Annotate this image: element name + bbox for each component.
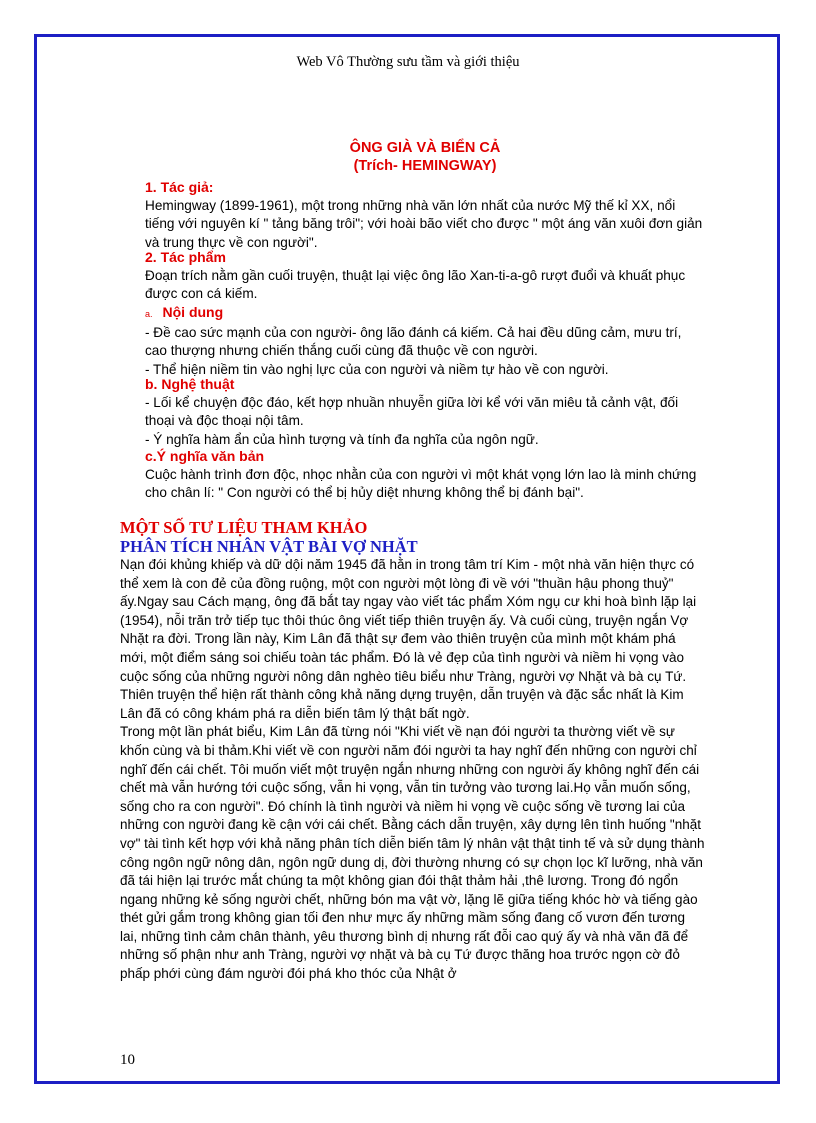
title-block bbox=[0, 139, 816, 175]
author-text: Hemingway (1899-1961), một trong những nhà văn lớn nhất của nước Mỹ thế kỉ XX, nổi tiếng với nguyên kí " tảng băng trôi"; với hoài bão viết cho được " một áng văn xuôi đơn giản và trung thực về con người". bbox=[145, 197, 703, 250]
art-heading: b. Nghệ thuật bbox=[145, 376, 235, 392]
art-line-2: - Ý nghĩa hàm ẩn của hình tượng và tính đa nghĩa của ngôn ngữ. bbox=[145, 431, 539, 447]
essay-paragraph-2: Trong một lần phát biểu, Kim Lân đã từng nói "Khi viết về nạn đói người ta thường viết về sự khốn cùng và bi thảm.Khi viết về con người năm đói người ta hay nghĩ đến những con người chỉ nghĩ đến cái chết. Tôi muốn viết một truyện ngắn nhưng những con người ấy không nghĩ đến cái chết mà vẫn hướng tới cuộc sống, vẫn hi vọng, vẫn tin tưởng vào tương lai.Họ vẫn muốn sống, sống cho ra con người". Đó chính là tình người và niềm hi vọng về cuộc sống về tương lai của những con người đang kề cận với cái chết. Bằng cách dẫn truyện, xây dựng lên tình huống "nhặt vợ" tài tình kết hợp với khả năng phân tích diễn biến tâm lý nhân vật thật tinh tế và sử dụng thành công ngôn ngữ nông dân, ngôn ngữ dung dị, đời thường nhưng có sự chọn lọc kĩ lưỡng, nhà văn đã tái hiện lại trước mắt chúng ta một không gian đói thật thảm hải ,thê lương. Trong đó ngổn ngang những kẻ sống người chết, những bón ma vật vờ, lặng lẽ giữa tiếng khóc hờ và tiếng gào thét gửi gắm trong không gian tối đen như mực ấy những mầm sống đang cố vươn đến tương lai, những tình cảm chân thành, yêu thương bình dị nhưng rất đỗi cao quý ấy và nhà văn đã để những số phận như anh Tràng, người vợ nhặt và bà cụ Tứ được thăng hoa trước ngọn cờ đỏ phấp phới cùng đám người đói phá kho thóc của Nhật ở bbox=[120, 724, 705, 982]
page-header: Web Vô Thường sưu tầm và giới thiệu bbox=[296, 54, 520, 70]
analysis-heading: PHÂN TÍCH NHÂN VẬT BÀI VỢ NHẶT bbox=[120, 537, 418, 556]
essay-body bbox=[120, 556, 705, 984]
author-heading: 1. Tác giả: bbox=[145, 179, 214, 195]
art-line-1: - Lối kể chuyện độc đáo, kết hợp nhuần nhuyễn giữa lời kể với văn miêu tả cảnh vật, đối thoại và độc thoại nội tâm. bbox=[145, 394, 679, 428]
meaning-heading: c.Ý nghĩa văn bản bbox=[145, 448, 265, 464]
references-heading: MỘT SỐ TƯ LIỆU THAM KHẢO bbox=[120, 518, 368, 537]
section-author bbox=[145, 178, 705, 252]
content-heading-row bbox=[145, 303, 705, 324]
section-work bbox=[145, 248, 705, 304]
work-heading: 2. Tác phẩm bbox=[145, 249, 226, 265]
references bbox=[120, 518, 705, 984]
work-text: Đoạn trích nằm gần cuối truyện, thuật lại việc ông lão Xan-ti-a-gô rượt đuổi và khuất phục được con cá kiếm. bbox=[145, 267, 686, 301]
page-number: 10 bbox=[120, 1052, 135, 1068]
meaning-text: Cuộc hành trình đơn độc, nhọc nhằn của con người vì một khát vọng lớn lao là minh chứng cho chân lí: " Con người có thể bị hủy diệt nhưng không thể bị đánh bại". bbox=[145, 466, 697, 500]
section-art bbox=[145, 375, 705, 449]
content-marker: a. bbox=[145, 309, 153, 319]
section-meaning bbox=[145, 447, 705, 503]
document-title: ÔNG GIÀ VÀ BIỂN CẢ bbox=[349, 140, 501, 156]
essay-paragraph-1: Nạn đói khủng khiếp và dữ dội năm 1945 đã hằn in trong tâm trí Kim - một nhà văn hiện thực có thể xem là con đẻ của đồng ruộng, một con người một lòng đi về với "thuần hậu phong thuỷ" ấy.Ngay sau Cách mạng, ông đã bắt tay ngay vào viết tác phẩm Xóm ngụ cư khi hoà bình lặp lại (1954), nỗi trăn trở tiếp tục thôi thúc ông viết tiếp thiên truyện ấy. Và cuối cùng, truyện ngắn Vợ Nhặt ra đời. Trong lần này, Kim Lân đã thật sự đem vào thiên truyện của mình một khám phá mới, một điểm sáng soi chiếu toàn tác phẩm. Đó là vẻ đẹp của tình người và niềm hi vọng vào cuộc sống của những người nông dân nghèo tiêu biểu như Tràng, người vợ Nhặt và bà cụ Tứ. Thiên truyện thể hiện rất thành công khả năng dựng truyện, dẫn truyện và đặc sắc nhất là Kim Lân đã có công khám phá ra diễn biến tâm lý thật bất ngờ. bbox=[120, 557, 697, 721]
content-line-2: - Thể hiện niềm tin vào nghị lực của con người và niềm tự hào về con người. bbox=[145, 361, 609, 377]
content-heading: Nội dung bbox=[162, 304, 224, 320]
document-subtitle: (Trích- HEMINGWAY) bbox=[353, 158, 497, 174]
section-content bbox=[145, 303, 705, 379]
content-line-1: - Đề cao sức mạnh của con người- ông lão đánh cá kiếm. Cả hai đều dũng cảm, mưu trí, cao thượng nhưng chiến thắng cuối cùng đã thuộc về con người. bbox=[145, 324, 682, 358]
